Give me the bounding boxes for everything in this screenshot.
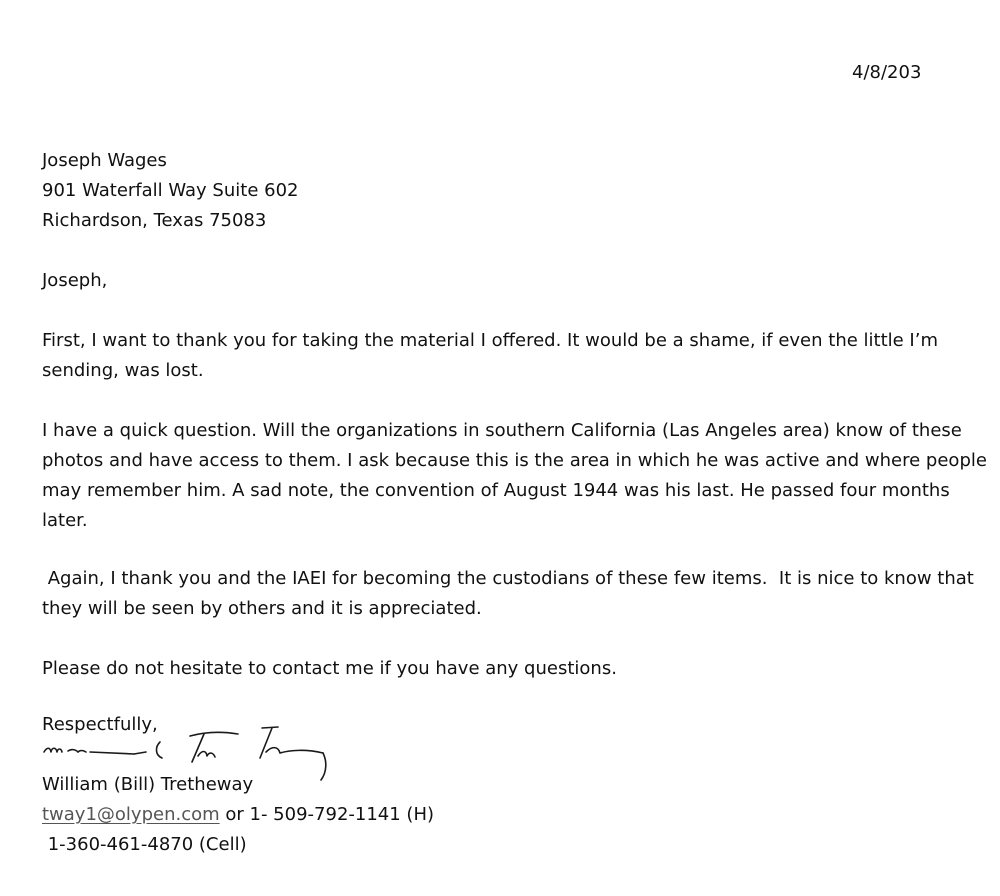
- paragraph-thanks: First, I want to thank you for taking the material I offered. It would be a shame, if even the little I’m sending, was lost.: [42, 330, 939, 381]
- paragraph-question: I have a quick question. Will the organizations in southern California (Las Angeles area) know of these photos and have access to them. I ask because this is the area in which he was active and where people may remember him. A sad note, the convention of August 1944 was his last. He passed four months later.: [42, 420, 987, 531]
- sender-contact-line: [42, 800, 434, 830]
- home-phone: or 1- 509-792-1141 (H): [219, 804, 434, 825]
- recipient-address-line1: 901 Waterfall Way Suite 602: [42, 180, 299, 201]
- cell-phone: 1-360-461-4870 (Cell): [42, 834, 247, 855]
- email-link[interactable]: tway1@olypen.com: [42, 804, 220, 825]
- recipient-name: Joseph Wages: [42, 150, 167, 171]
- recipient-address-line2: Richardson, Texas 75083: [42, 210, 267, 231]
- paragraph-contact: Please do not hesitate to contact me if you have any questions.: [42, 658, 617, 679]
- paragraph-custodians: Again, I thank you and the IAEI for becoming the custodians of these few items. It is nice to know that they will be seen by others and it is appreciated.: [42, 568, 980, 619]
- letter-date: 4/8/203: [852, 62, 922, 83]
- sender-name: William (Bill) Tretheway: [42, 774, 254, 795]
- closing: Respectfully,: [42, 714, 158, 735]
- salutation: Joseph,: [42, 270, 108, 291]
